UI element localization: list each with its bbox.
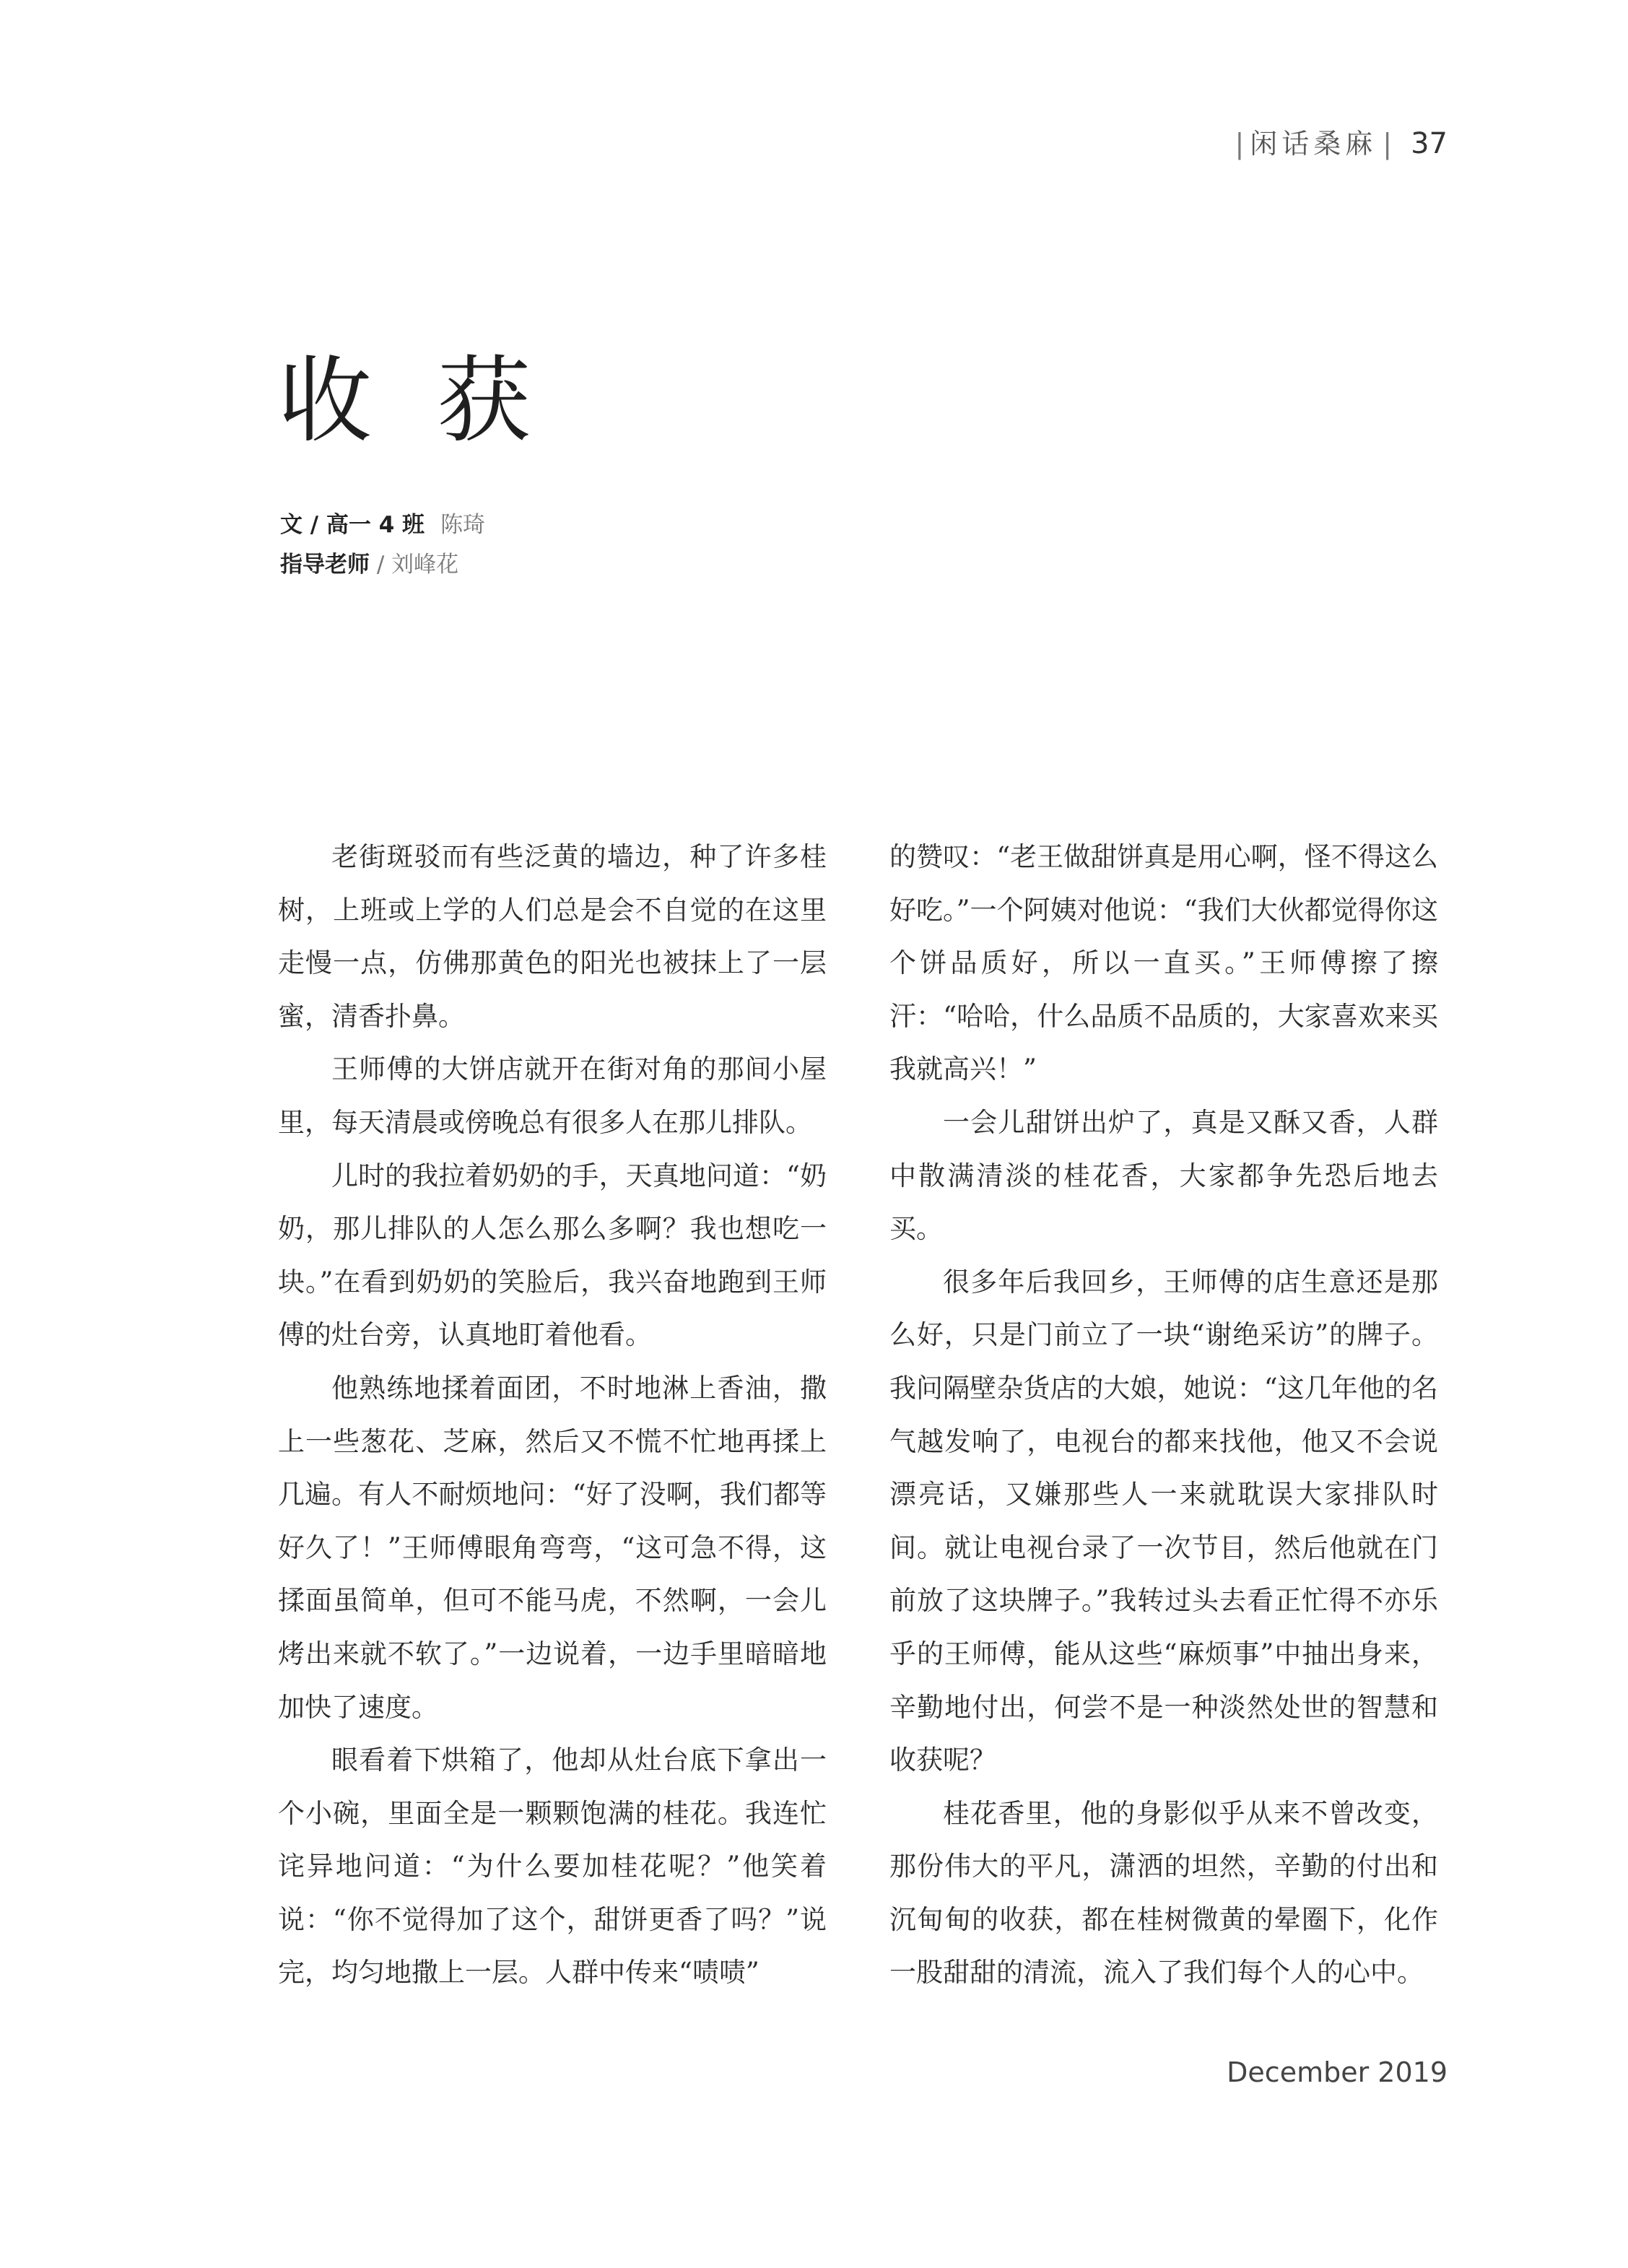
author-label: 文 / 高一 4 班 [280,512,425,538]
paragraph: 很多年后我回乡，王师傅的店生意还是那么好，只是门前立了一块“谢绝采访”的牌子。我问隔壁杂货店的大娘，她说：“这几年他的名气越发响了，电视台的都来找他，他又不会说漂亮话，又嫌那些人一来就耽误大家排队时间。就让电视台录了一次节目，然后他就在门前放了这块牌子。”我转过头去看正忙得不亦乐乎的王师傅，能从这些“麻烦事”中抽出身来，辛勤地付出，何尝不是一种淡然处世的智慧和收获呢？ [889,1266,1438,1776]
paragraph: 儿时的我拉着奶奶的手，天真地问道：“奶奶，那儿排队的人怎么那么多啊？我也想吃一块。”在看到奶奶的笑脸后，我兴奋地跑到王师傅的灶台旁，认真地盯着他看。 [278,1160,827,1351]
article-title: 收获 [278,346,596,456]
divider-bar: | [1383,128,1393,160]
paragraph: 一会儿甜饼出炉了，真是又酥又香，人群中散满清淡的桂花香，大家都争先恐后地去买。 [889,1106,1438,1245]
paragraph-continuation: 的赞叹：“老王做甜饼真是用心啊，怪不得这么好吃。”一个阿姨对他说：“我们大伙都觉得你这个饼品质好，所以一直买。”王师傅擦了擦汗：“哈哈，什么品质不品质的，大家喜欢来买我就高兴！” [889,841,1438,1085]
author-line [280,505,485,545]
page-number: 37 [1411,127,1448,160]
paragraph: 王师傅的大饼店就开在街对角的那间小屋里，每天清晨或傍晚总有很多人在那儿排队。 [278,1053,827,1138]
paragraph: 桂花香里，他的身影似乎从来不曾改变，那份伟大的平凡，潇洒的坦然，辛勤的付出和沉甸甸的收获，都在桂树微黄的晕圈下，化作一股甜甜的清流，流入了我们每个人的心中。 [889,1797,1438,1989]
left-column [278,830,827,1999]
right-column [889,830,1438,1999]
author-name: 陈琦 [440,512,486,538]
paragraph: 他熟练地揉着面团，不时地淋上香油，撒上一些葱花、芝麻，然后又不慌不忙地再揉上几遍。有人不耐烦地问：“好了没啊，我们都等好久了！”王师傅眼角弯弯，“这可急不得，这揉面虽简单，但可不能马虎，不然啊，一会儿烤出来就不软了。”一边说着，一边手里暗暗地加快了速度。 [278,1372,827,1723]
running-head [1229,121,1448,161]
teacher-name: / 刘峰花 [370,552,459,578]
teacher-line [280,545,485,585]
paragraph: 老街斑驳而有些泛黄的墙边，种了许多桂树，上班或上学的人们总是会不自觉的在这里走慢一点，仿佛那黄色的阳光也被抹上了一层蜜，清香扑鼻。 [278,841,827,1032]
issue-date: December 2019 [1227,2056,1448,2088]
paragraph: 眼看着下烘箱了，他却从灶台底下拿出一个小碗，里面全是一颗颗饱满的桂花。我连忙诧异地问道：“为什么要加桂花呢？”他笑着说：“你不觉得加了这个，甜饼更香了吗？”说完，均匀地撒上一层。人群中传来“啧啧” [278,1745,827,1989]
byline [280,505,485,585]
teacher-label: 指导老师 [280,552,370,578]
section-name: 闲话桑麻 [1250,128,1377,160]
divider-bar: | [1235,128,1245,160]
